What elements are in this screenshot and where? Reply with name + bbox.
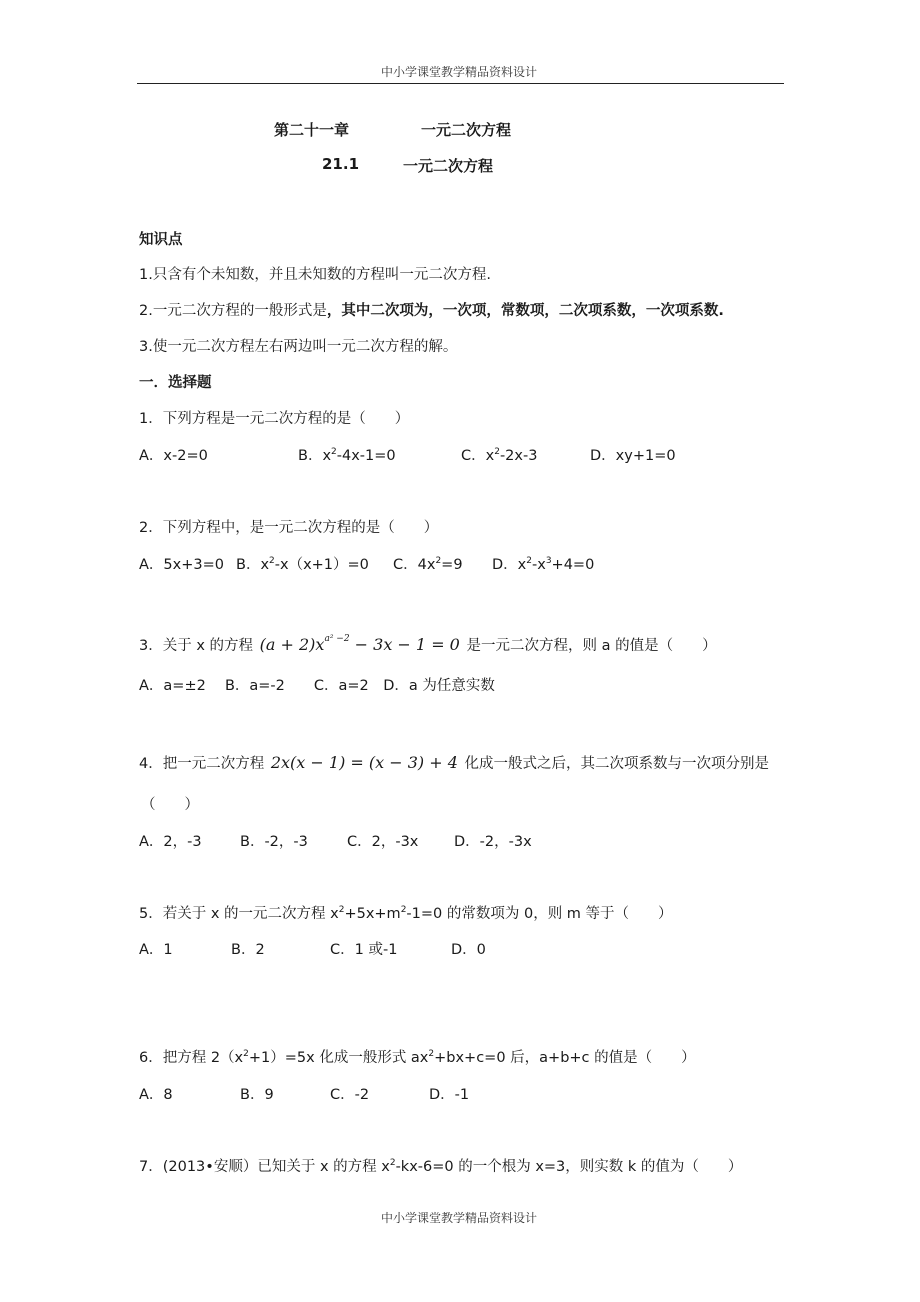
page-footer: 中小学课堂教学精品资料设计 <box>381 1211 538 1225</box>
q6-option-c: C．-2 <box>330 1087 370 1103</box>
q4-answer-paren: （ ） <box>141 797 199 813</box>
question-4: 4．把一元二次方程 2x(x − 1) = (x − 3) + 4 化成一般式之后，其二次项系数与一次项分别是 <box>139 753 770 772</box>
question-3: 3．关于 x 的方程 $(a + 2)x^{a^2 -2} - 3x - 1 = 0$ 是一元二次方程，则 a 的值是（ ） <box>139 634 717 654</box>
question-7: 7．(2013•安顺）已知关于 x 的方程 $x^2-kx-6=0$ 的一个根为 x=3，则实数 k 的值为（ ） <box>139 1158 743 1175</box>
question-1: 1．下列方程是一元二次方程的是（ ） <box>139 411 410 427</box>
q3-options: A．a=±2 B．a=-2 C．a=2 D．a 为任意实数 <box>139 678 495 694</box>
q6-option-d: D．-1 <box>429 1087 470 1103</box>
knowledge-point-2: 2.一元二次方程的一般形式是，其中二次项为，一次项，常数项，二次项系数，一次项系数. <box>139 303 724 319</box>
chapter-name: 一元二次方程 <box>421 121 512 139</box>
header-rule <box>137 83 784 84</box>
section-name: 一元二次方程 <box>403 157 494 175</box>
q2-option-c: C．$4x^2=9$ <box>393 556 463 573</box>
q5-option-a: A．1 <box>139 942 173 958</box>
q1-option-a: A．x-2=0 <box>139 448 208 464</box>
q5-option-b: B．2 <box>231 942 265 958</box>
q6-option-a: A．8 <box>139 1087 173 1103</box>
q2-option-a: A．5x+3=0 <box>139 557 224 573</box>
question-5: 5．若关于 x 的一元二次方程 $x^2+5x+m^2-1=0$ 的常数项为 0，则 m 等于（ ） <box>139 905 673 922</box>
knowledge-point-3: 3.使一元二次方程左右两边叫一元二次方程的解。 <box>139 339 458 355</box>
q4-option-a: A．2，-3 <box>139 834 202 850</box>
q3-equation: $(a + 2)x^{a^2 -2} - 3x - 1 = 0$ <box>259 634 460 654</box>
q4-option-c: C．2，-3x <box>347 834 419 850</box>
knowledge-point-1: 1.只含有个未知数，并且未知数的方程叫一元二次方程. <box>139 267 491 283</box>
q1-option-c: C．$x^2-2x-3$ <box>461 447 538 464</box>
section-heading: 一．选择题 <box>139 375 212 391</box>
q4-option-d: D．-2，-3x <box>454 834 532 850</box>
q4-equation: 2x(x − 1) = (x − 3) + 4 <box>270 753 458 772</box>
knowledge-heading: 知识点 <box>139 232 183 248</box>
chapter-label: 第二十一章 <box>274 121 350 139</box>
q6-option-b: B．9 <box>240 1087 274 1103</box>
q2-option-b: B．$x^2-x(x+1)=0$ <box>236 556 369 573</box>
page-header: 中小学课堂教学精品资料设计 <box>381 65 538 79</box>
section-number: 21.1 <box>322 155 360 173</box>
question-6: 6．把方程 $2(x^2+1)=5x$ 化成一般形式 $ax^2+bx+c=0$ 后，a+b+c 的值是（ ） <box>139 1049 696 1066</box>
question-2: 2．下列方程中，是一元二次方程的是（ ） <box>139 520 439 536</box>
q1-option-b: B．$x^2-4x-1=0$ <box>298 447 396 464</box>
q5-option-d: D．0 <box>451 942 486 958</box>
q1-option-d: D．xy+1=0 <box>590 448 676 464</box>
q2-option-d: D．$x^2-x^3+4=0$ <box>492 556 595 573</box>
q4-option-b: B．-2，-3 <box>240 834 308 850</box>
q5-option-c: C．1 或-1 <box>330 942 398 958</box>
